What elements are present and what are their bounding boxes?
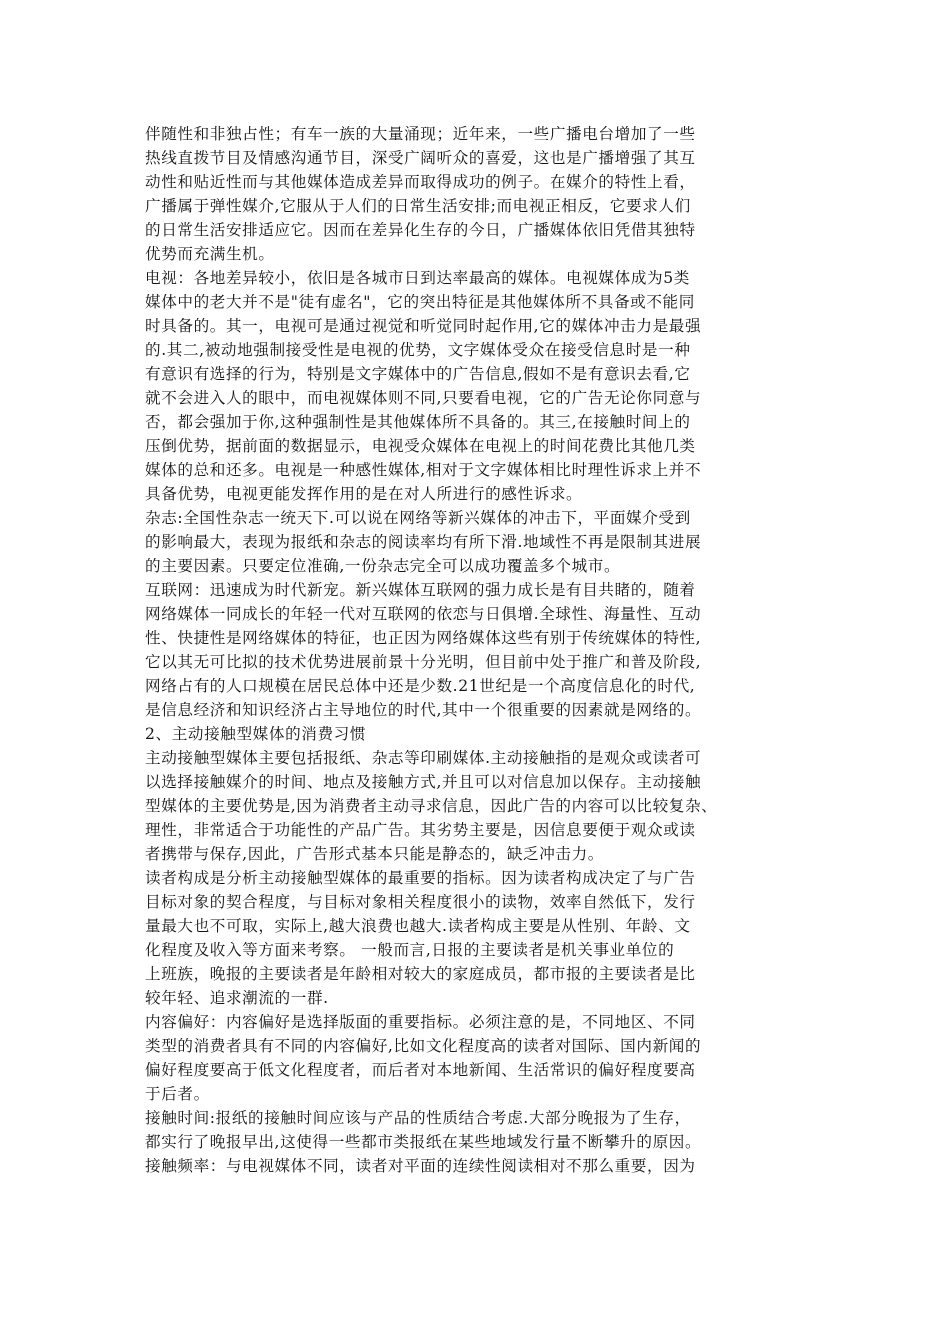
text-line: 于后者。 <box>145 1085 210 1103</box>
text-line: 的日常生活安排适应它。因而在差异化生存的今日，广播媒体依旧凭借其独特 <box>145 221 696 239</box>
text-line: 的.其二,被动地强制接受性是电视的优势，文字媒体受众在接受信息时是一种 <box>145 341 691 359</box>
text-line: 广播属于弹性媒介,它服从于人们的日常生活安排;而电视正相反，它要求人们 <box>145 197 691 215</box>
text-line: 热线直拨节目及情感沟通节目，深受广阔听众的喜爱，这也是广播增强了其互 <box>145 149 696 167</box>
text-line: 电视：各地差异较小，依旧是各城市日到达率最高的媒体。电视媒体成为5类 <box>145 269 690 287</box>
text-line: 上班族，晚报的主要读者是年龄相对较大的家庭成员，都市报的主要读者是比 <box>145 965 696 983</box>
text-line: 有意识有选择的行为，特别是文字媒体中的广告信息,假如不是有意识去看,它 <box>145 365 691 383</box>
text-line: 类型的消费者具有不同的内容偏好,比如文化程度高的读者对国际、国内新闻的 <box>145 1037 702 1055</box>
text-line: 型媒体的主要优势是,因为消费者主动寻求信息，因此广告的内容可以比较复杂、 <box>145 797 718 815</box>
text-line: 互联网：迅速成为时代新宠。新兴媒体互联网的强力成长是有目共睹的，随着 <box>145 581 696 599</box>
text-line: 否，都会强加于你,这种强制性是其他媒体所不具备的。其三,在接触时间上的 <box>145 413 691 431</box>
text-line: 以选择接触媒介的时间、地点及接触方式,并且可以对信息加以保存。主动接触 <box>145 773 702 791</box>
text-line: 伴随性和非独占性；有车一族的大量涌现；近年来，一些广播电台增加了一些 <box>145 125 696 143</box>
text-line: 就不会进入人的眼中，而电视媒体则不同,只要看电视，它的广告无论你同意与 <box>145 389 702 407</box>
document-body <box>145 122 820 1178</box>
text-line: 网络媒体一同成长的年轻一代对互联网的依恋与日俱增.全球性、海量性、互动 <box>145 605 702 623</box>
text-line: 时具备的。其一，电视可是通过视觉和听觉同时起作用,它的媒体冲击力是最强 <box>145 317 702 335</box>
text-line: 的主要因素。只要定位准确,一份杂志完全可以成功覆盖多个城市。 <box>145 557 621 575</box>
text-line: 媒体的总和还多。电视是一种感性媒体,相对于文字媒体相比时理性诉求上并不 <box>145 461 702 479</box>
text-line: 动性和贴近性而与其他媒体造成差异而取得成功的例子。在媒介的特性上看， <box>145 173 696 191</box>
text-line: 网络占有的人口规模在居民总体中还是少数.21世纪是一个高度信息化的时代, <box>145 677 696 695</box>
text-line: 的影响最大，表现为报纸和杂志的阅读率均有所下滑.地域性不再是限制其进展 <box>145 533 702 551</box>
text-line: 较年轻、追求潮流的一群. <box>145 989 329 1007</box>
text-line: 是信息经济和知识经济占主导地位的时代,其中一个很重要的因素就是网络的。 <box>145 701 702 719</box>
text-line: 2、主动接触型媒体的消费习惯 <box>145 725 367 743</box>
text-line: 偏好程度要高于低文化程度者，而后者对本地新闻、生活常识的偏好程度要高 <box>145 1061 696 1079</box>
text-line: 它以其无可比拟的技术优势进展前景十分光明，但目前中处于推广和普及阶段, <box>145 653 702 671</box>
text-line: 理性，非常适合于功能性的产品广告。其劣势主要是，因信息要便于观众或读 <box>145 821 696 839</box>
text-line: 都实行了晚报早出,这使得一些都市类报纸在某些地域发行量不断攀升的原因。 <box>145 1133 702 1151</box>
text-line: 主动接触型媒体主要包括报纸、杂志等印刷媒体.主动接触指的是观众或读者可 <box>145 749 702 767</box>
text-line: 杂志:全国性杂志一统天下.可以说在网络等新兴媒体的冲击下，平面媒介受到 <box>145 509 691 527</box>
text-line: 者携带与保存,因此，广告形式基本只能是静态的，缺乏冲击力。 <box>145 845 604 863</box>
text-line: 接触时间:报纸的接触时间应该与产品的性质结合考虑.大部分晚报为了生存， <box>145 1109 691 1127</box>
text-line: 具备优势，电视更能发挥作用的是在对人所进行的感性诉求。 <box>145 485 583 503</box>
text-line: 优势而充满生机。 <box>145 245 275 263</box>
text-line: 压倒优势，据前面的数据显示，电视受众媒体在电视上的时间花费比其他几类 <box>145 437 696 455</box>
text-line: 媒体中的老大并不是"徒有虚名"，它的突出特征是其他媒体所不具备或不能同 <box>145 293 695 311</box>
text-line: 量最大也不可取，实际上,越大浪费也越大.读者构成主要是从性别、年龄、文 <box>145 917 691 935</box>
text-line: 读者构成是分析主动接触型媒体的最重要的指标。因为读者构成决定了与广告 <box>145 869 696 887</box>
text-line: 内容偏好：内容偏好是选择版面的重要指标。必须注意的是，不同地区、不同 <box>145 1013 696 1031</box>
text-line: 性、快捷性是网络媒体的特征，也正因为网络媒体这些有别于传统媒体的特性, <box>145 629 702 647</box>
text-line: 接触频率：与电视媒体不同，读者对平面的连续性阅读相对不那么重要，因为 <box>145 1157 696 1175</box>
text-line: 目标对象的契合程度，与目标对象相关程度很小的读物，效率自然低下，发行 <box>145 893 696 911</box>
text-line: 化程度及收入等方面来考察。 一般而言,日报的主要读者是机关事业单位的 <box>145 941 675 959</box>
